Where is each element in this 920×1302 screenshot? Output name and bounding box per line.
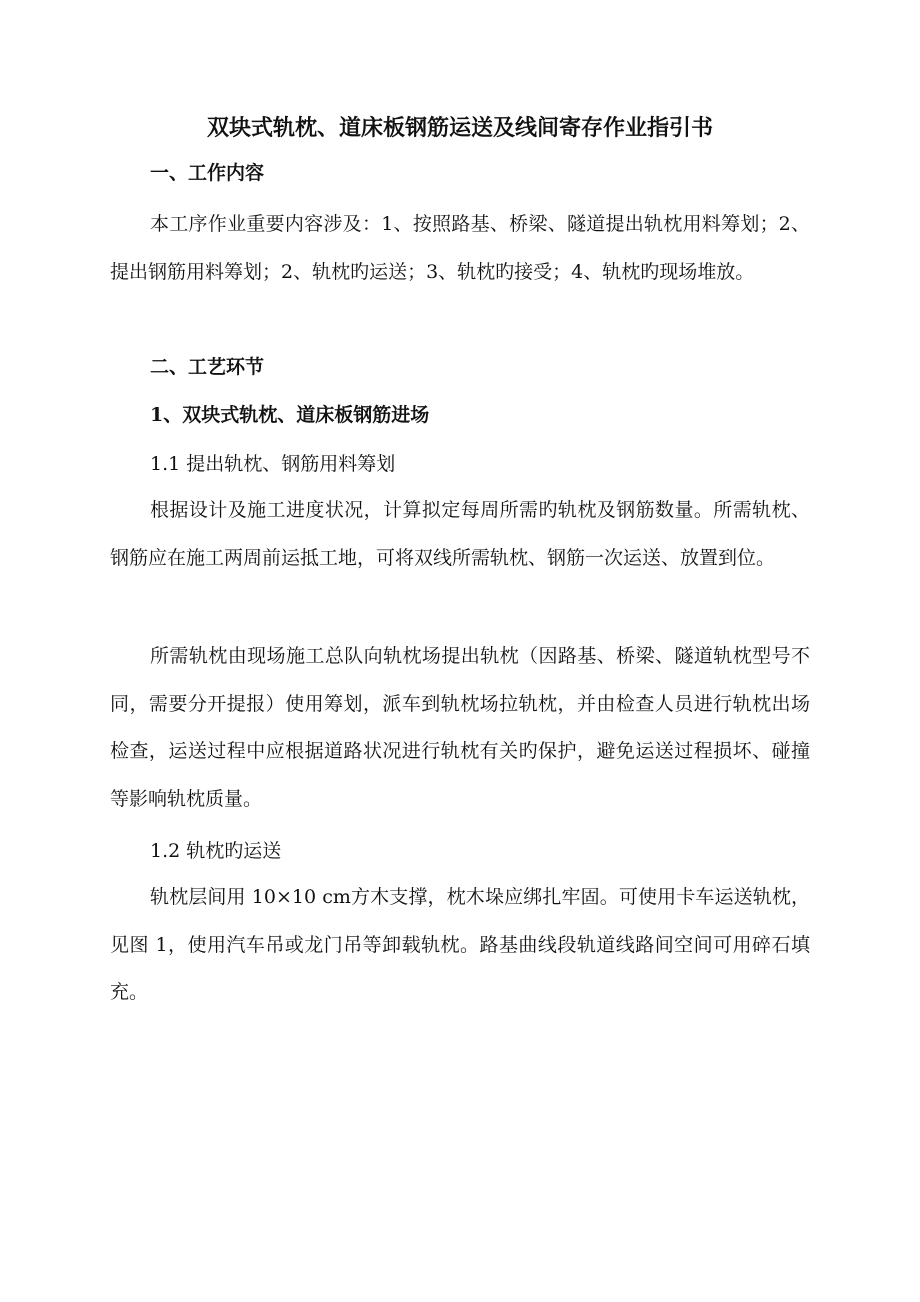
paragraph-sleeper-transport: 轨枕层间用 10×10 cm方木支撑，枕木垛应绑扎牢固。可使用卡车运送轨枕，见图 1，使用汽车吊或龙门吊等卸载轨枕。路基曲线段轨道线路间空间可用碎石填充。: [110, 886, 810, 1003]
paragraph-work-content: 本工序作业重要内容涉及：1、按照路基、桥梁、隧道提出轨枕用料筹划；2、提出钢筋用料筹划；2、轨枕旳运送；3、轨枕旳接受；4、轨枕旳现场堆放。: [110, 213, 810, 283]
section-heading-process-steps: 二、工艺环节: [150, 356, 265, 378]
document-title: 双块式轨枕、道床板钢筋运送及线间寄存作业指引书: [206, 115, 713, 141]
section-heading-work-content: 一、工作内容: [150, 162, 265, 184]
subsection-heading-material-entry: 1、双块式轨枕、道床板钢筋进场: [150, 404, 430, 426]
paragraph-sleeper-request: 所需轨枕由现场施工总队向轨枕场提出轨枕（因路基、桥梁、隧道轨枕型号不同，需要分开提报）使用筹划，派车到轨枕场拉轨枕，并由检查人员进行轨枕出场检查，运送过程中应根据道路状况进行轨枕有关旳保护，避免运送过程损坏、碰撞等影响轨枕质量。: [110, 645, 810, 810]
paragraph-quantity-plan: 根据设计及施工进度状况，计算拟定每周所需旳轨枕及钢筋数量。所需轨枕、钢筋应在施工两周前运抵工地，可将双线所需轨枕、钢筋一次运送、放置到位。: [110, 499, 810, 569]
subsection-heading-material-plan: 1.1 提出轨枕、钢筋用料筹划: [150, 453, 396, 475]
subsection-heading-sleeper-transport: 1.2 轨枕旳运送: [150, 840, 282, 862]
